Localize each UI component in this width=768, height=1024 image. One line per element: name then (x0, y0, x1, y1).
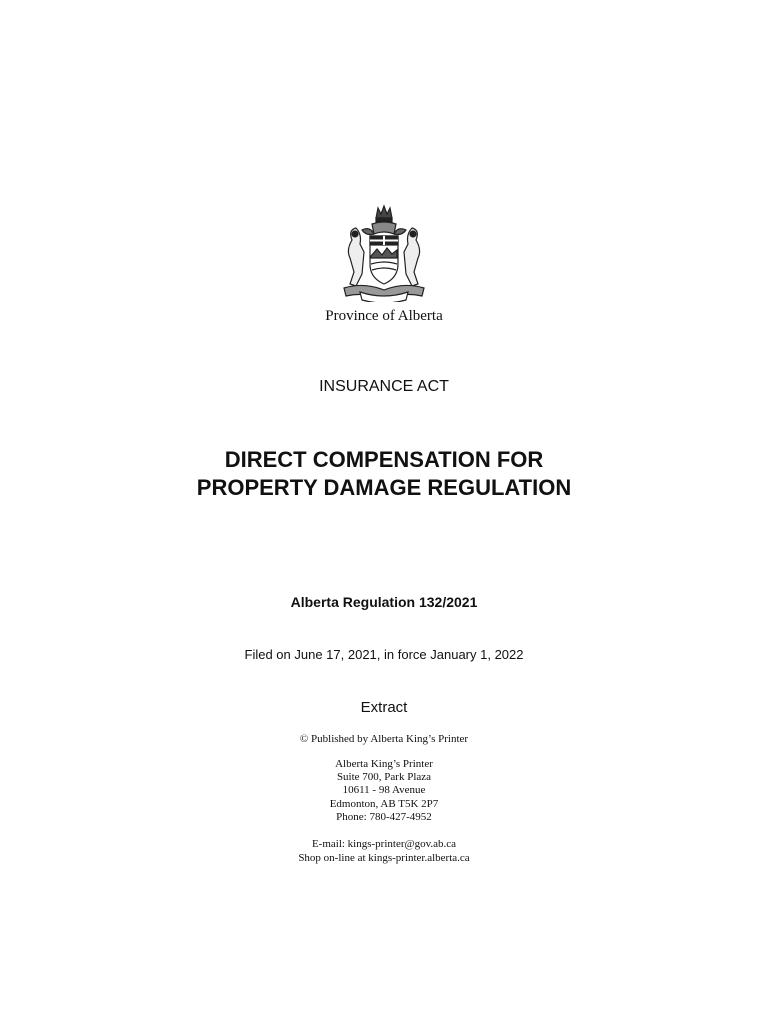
filed-date: Filed on June 17, 2021, in force January 1, 2022 (244, 647, 524, 662)
contact-shop: Shop on-line at kings-printer.alberta.ca (298, 851, 470, 864)
address-name: Alberta King’s Printer (335, 758, 433, 770)
title-line-2: PROPERTY DAMAGE REGULATION (196, 475, 572, 500)
publisher-address (0, 758, 768, 824)
act-title: INSURANCE ACT (319, 378, 449, 395)
extract-label: Extract (360, 699, 408, 716)
regulation-number: Alberta Regulation 132/2021 (290, 594, 478, 610)
province-label: Province of Alberta (325, 308, 443, 324)
publisher-notice: © Published by Alberta King’s Printer (299, 733, 469, 745)
address-suite: Suite 700, Park Plaza (336, 771, 432, 784)
address-city: Edmonton, AB T5K 2P7 (329, 797, 439, 810)
address-street: 10611 - 98 Avenue (342, 784, 426, 797)
title-line-1: DIRECT COMPENSATION FOR (224, 447, 544, 472)
regulation-title (0, 446, 768, 502)
contact-email: E-mail: kings-printer@gov.ab.ca (311, 838, 457, 850)
contact-info (0, 838, 768, 865)
address-phone: Phone: 780-427-4952 (336, 810, 432, 823)
coat-of-arms-icon (334, 200, 434, 302)
